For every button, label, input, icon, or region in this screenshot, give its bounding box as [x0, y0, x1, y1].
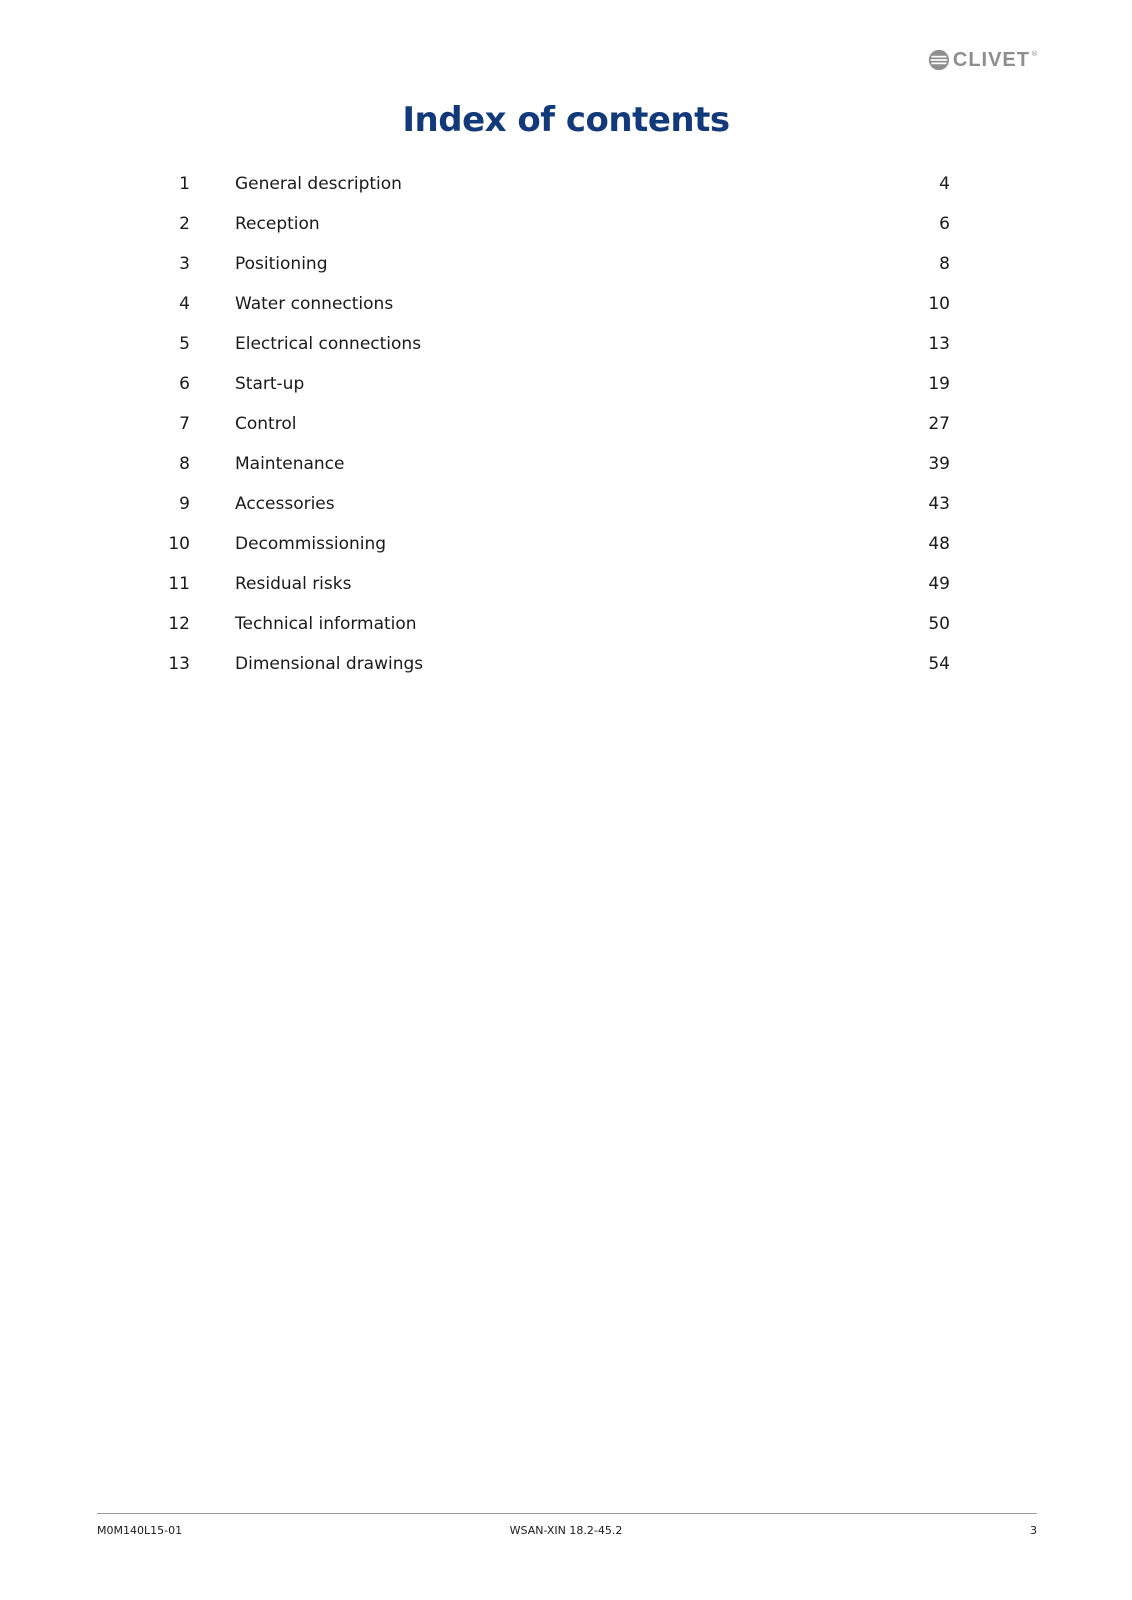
toc-entry-number: 1 [179, 174, 190, 194]
toc-entry[interactable] [160, 444, 950, 484]
toc-entry-label: General description [235, 174, 402, 194]
toc-entry-label: Residual risks [235, 574, 352, 594]
toc-entry-number: 12 [168, 614, 190, 634]
toc-entry-label: Decommissioning [235, 534, 387, 554]
logo-wordmark: CLIVET [952, 49, 1030, 71]
toc-entry-page: 50 [928, 614, 950, 634]
toc-entry-number: 10 [168, 534, 190, 554]
toc-entry[interactable] [160, 204, 950, 244]
page-title: Index of contents [402, 100, 730, 140]
toc-entry[interactable] [160, 164, 950, 204]
toc-entry-label: Control [235, 414, 297, 434]
toc-entry-label: Maintenance [235, 454, 345, 474]
footer-page-number: 3 [1030, 1524, 1037, 1537]
toc-entry[interactable] [160, 244, 950, 284]
toc-entry-label: Accessories [235, 494, 335, 514]
toc-entry-page: 48 [928, 534, 950, 554]
toc-entry[interactable] [160, 604, 950, 644]
toc-entry-page: 39 [928, 454, 950, 474]
toc-entry[interactable] [160, 524, 950, 564]
brand-logo [928, 46, 1038, 74]
toc-entry-label: Dimensional drawings [235, 654, 424, 674]
toc-entry-label: Start-up [235, 374, 305, 394]
toc-entry[interactable] [160, 644, 950, 684]
toc-entry-number: 4 [179, 294, 190, 314]
toc-entry-number: 5 [179, 334, 190, 354]
toc-entry-page: 13 [928, 334, 950, 354]
toc-entry-page: 19 [928, 374, 950, 394]
toc-entry-label: Water connections [235, 294, 394, 314]
toc-entry-page: 54 [928, 654, 950, 674]
toc-entry[interactable] [160, 284, 950, 324]
toc-entry-number: 6 [179, 374, 190, 394]
toc-entry-page: 8 [939, 254, 950, 274]
footer-divider [97, 1513, 1037, 1514]
toc-entry-page: 43 [928, 494, 950, 514]
toc-entry-number: 7 [179, 414, 190, 434]
toc-entry-page: 49 [928, 574, 950, 594]
footer-doc-code: M0M140L15-01 [97, 1524, 183, 1537]
toc-entry[interactable] [160, 324, 950, 364]
toc-entry[interactable] [160, 364, 950, 404]
toc-entry[interactable] [160, 404, 950, 444]
toc-entry-page: 10 [928, 294, 950, 314]
toc-entry-page: 4 [939, 174, 950, 194]
toc-entry[interactable] [160, 484, 950, 524]
toc-entry-label: Reception [235, 214, 320, 234]
toc-entry-label: Electrical connections [235, 334, 422, 354]
toc-entry[interactable] [160, 564, 950, 604]
toc-entry-number: 3 [179, 254, 190, 274]
toc-entry-number: 8 [179, 454, 190, 474]
toc-entry-number: 13 [168, 654, 190, 674]
logo-registered-mark: ® [1031, 50, 1038, 58]
footer-model: WSAN-XIN 18.2-45.2 [509, 1524, 623, 1537]
toc-entry-page: 27 [928, 414, 950, 434]
toc-entry-number: 2 [179, 214, 190, 234]
toc-entry-number: 11 [168, 574, 190, 594]
toc-entry-number: 9 [179, 494, 190, 514]
toc-entry-page: 6 [939, 214, 950, 234]
clivet-logo-icon [928, 47, 950, 73]
toc-entry-label: Positioning [235, 254, 328, 274]
table-of-contents [160, 164, 950, 684]
toc-entry-label: Technical information [235, 614, 417, 634]
